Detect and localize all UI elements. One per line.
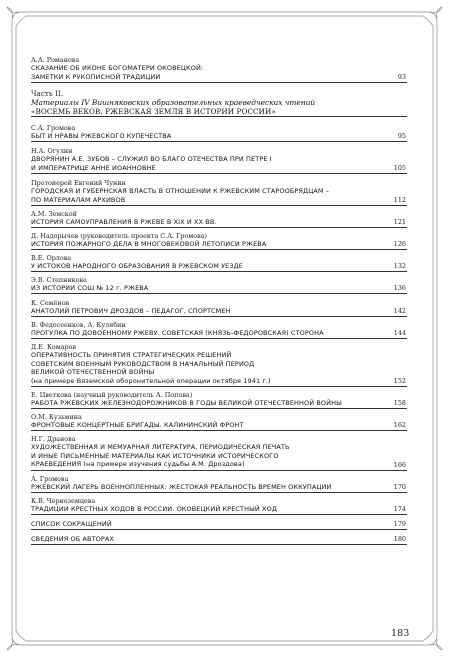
entry-title: СВЕДЕНИЯ ОБ АВТОРАХ: [31, 534, 114, 543]
entry-title: РЖЕВСКИЙ ЛАГЕРЬ ВОЕННОПЛЕННЫХ: ЖЕСТОКАЯ РЕАЛЬНОСТЬ ВРЕМЕН ОККУПАЦИИ: [31, 482, 332, 491]
entry-page: 158: [393, 399, 406, 408]
entry-title: ИСТОРИЯ ПОЖАРНОГО ДЕЛА В МНОГОВЕКОВОЙ ЛЕТОПИСИ РЖЕВА: [31, 239, 267, 248]
entry-author: Н.Г. Дранова: [31, 435, 76, 444]
entry-page: 166: [393, 460, 406, 469]
entry-rule: [31, 173, 407, 174]
toc-entry[interactable]: [31, 210, 407, 228]
toc-entry[interactable]: [31, 147, 407, 174]
toc-entry[interactable]: [31, 232, 407, 250]
toc-entry[interactable]: [31, 391, 407, 409]
toc-entry[interactable]: [31, 276, 407, 294]
entry-author: В.Е. Орлова: [31, 253, 72, 262]
toc-entry[interactable]: [31, 435, 407, 470]
entry-rule: [31, 141, 407, 142]
entry-title: АНАТОЛИЙ ПЕТРОВИЧ ДРОЗДОВ – ПЕДАГОГ, СПОРТСМЕН: [31, 307, 231, 316]
toc-entries: [31, 124, 407, 545]
entry-rule: [31, 205, 407, 206]
table-of-contents: [31, 56, 407, 545]
entry-title: ОПЕРАТИВНОСТЬ ПРИНЯТИЯ СТРАТЕГИЧЕСКИХ РЕШЕНИЙ СОВЕТСКИМ ВОЕННЫМ РУКОВОДСТВОМ В НАЧАЛЬНЫЙ ПЕРИОД ВЕЛИКОЙ ОТЕЧЕСТВЕННОЙ ВОЙНЫ (на примере Вяземской оборонительной операции октября 1941 г.): [31, 351, 271, 385]
entry-author: В. Федосеенков, А. Кулябин: [31, 321, 126, 330]
part-label: Часть II.: [31, 88, 64, 98]
toc-entry[interactable]: [31, 179, 407, 206]
toc-entry[interactable]: [31, 343, 407, 387]
entry-rule: [31, 338, 407, 339]
entry-author: Е. Цветкова (научный руководитель А. Попова): [31, 391, 193, 400]
toc-entry[interactable]: [31, 254, 407, 272]
entry-author: К. Семёнов: [31, 299, 70, 308]
entry-author: А.М. Земской: [31, 209, 77, 218]
entry-rule: [31, 316, 407, 317]
entry-title: ИСТОРИЯ САМОУПРАВЛЕНИЯ В РЖЕВЕ В XIX И XX ВВ.: [31, 217, 217, 226]
entry-page: 180: [393, 534, 406, 543]
entry-title: РАБОТА РЖЕВСКИХ ЖЕЛЕЗНОДОРОЖНИКОВ В ГОДЫ ВЕЛИКОЙ ОТЕЧЕСТВЕННОЙ ВОЙНЫ: [31, 399, 342, 408]
entry-rule: [31, 271, 407, 272]
entry-page: 152: [393, 377, 406, 386]
entry-title: СПИСОК СОКРАЩЕНИЙ: [31, 519, 112, 528]
entry-title: ХУДОЖЕСТВЕННАЯ И МЕМУАРНАЯ ЛИТЕРАТУРА, ПЕРИОДИЧЕСКАЯ ПЕЧАТЬ И ИНЫЕ ПИСЬМЕННЫЕ МАТЕРИАЛЫ КАК ИСТОЧНИКИ ИСТОРИЧЕСКОГО КРАЕВЕДЕНИЯ (на примере изучения судьбы А.М. Дроздова): [31, 443, 290, 469]
entry-title: У ИСТОКОВ НАРОДНОГО ОБРАЗОВАНИЯ В РЖЕВСКОМ УЕЗДЕ: [31, 261, 244, 270]
entry-title: БЫТ И НРАВЫ РЖЕВСКОГО КУПЕЧЕСТВА: [31, 132, 172, 141]
entry-page: 142: [393, 307, 406, 316]
toc-entry[interactable]: [31, 520, 407, 530]
entry-author: Н.А. Огулин: [31, 147, 73, 156]
toc-entry[interactable]: [31, 535, 407, 545]
entry-title: ДВОРЯНИН А.Е. ЗУБОВ – СЛУЖИЛ ВО БЛАГО ОТЕЧЕСТВА ПРИ ПЕТРЕ I И ИМПЕРАТРИЦЕ АННЕ ИОАННОВНЕ: [31, 155, 272, 172]
entry-rule: [31, 430, 407, 431]
entry-page: 179: [393, 519, 406, 528]
entry-page: 132: [393, 261, 406, 270]
entry-page: 174: [393, 504, 406, 513]
toc-entry[interactable]: [31, 475, 407, 493]
entry-page: 121: [393, 217, 406, 226]
entry-author: Э.В. Степникова: [31, 275, 87, 284]
entry-rule: [31, 408, 407, 409]
entry-rule: [31, 492, 407, 493]
entry-author: А. Громова: [31, 474, 69, 483]
page-number: 183: [391, 628, 410, 639]
entry-page: 126: [393, 239, 406, 248]
entry-page: 95: [397, 132, 406, 141]
entry-rule: [31, 470, 407, 471]
toc-entry[interactable]: [31, 497, 407, 515]
entry-title: ФРОНТОВЫЕ КОНЦЕРТНЫЕ БРИГАДЫ. КАЛИНИНСКИЙ ФРОНТ: [31, 421, 244, 430]
entry-rule: [31, 529, 407, 530]
entry-author: О.М. Кузьмина: [31, 413, 82, 422]
entry-rule: [31, 544, 407, 545]
entry-rule: [31, 82, 407, 83]
entry-title: СКАЗАНИЕ ОБ ИКОНЕ БОГОМАТЕРИ ОКОВЕЦКОЙ: ЗАМЕТКИ К РУКОПИСНОЙ ТРАДИЦИИ: [31, 64, 204, 81]
entry-author: Протоиерей Евгений Чунин: [31, 178, 126, 187]
entry-page: 136: [393, 284, 406, 293]
part-title: «ВОСЕМЬ ВЕКОВ. РЖЕВСКАЯ ЗЕМЛЯ В ИСТОРИИ РОССИИ»: [31, 106, 276, 116]
toc-entry[interactable]: [31, 321, 407, 339]
entry-page: 93: [397, 72, 406, 81]
toc-entry[interactable]: [31, 299, 407, 317]
entry-rule: [31, 514, 407, 515]
entry-author: Д. Надорычев (руководитель проекта С.А. Громова): [31, 231, 208, 240]
entry-page: 170: [393, 482, 406, 491]
entry-rule: [31, 293, 407, 294]
toc-entry[interactable]: [31, 56, 407, 83]
entry-page: 105: [393, 163, 406, 172]
toc-entry[interactable]: [31, 124, 407, 142]
entry-title: ПРОГУЛКА ПО ДОВОЕННОМУ РЖЕВУ. СОВЕТСКАЯ (КНЯЗЬ-ФЕДОРОВСКАЯ) СТОРОНА: [31, 329, 324, 338]
entry-author: С.А. Громова: [31, 124, 76, 133]
entry-author: Д.Е. Комаров: [31, 343, 77, 352]
part-heading: [31, 89, 407, 118]
part-subtitle: Материалы IV Вишняковских образовательных краеведческих чтений: [31, 97, 316, 107]
entry-page: 162: [393, 421, 406, 430]
entry-rule: [31, 386, 407, 387]
part-rule: [31, 116, 407, 117]
entry-author: А.А. Романова: [31, 56, 80, 64]
toc-entry[interactable]: [31, 413, 407, 431]
entry-rule: [31, 227, 407, 228]
entry-page: 112: [393, 195, 406, 204]
entry-title: ГОРОДСКАЯ И ГУБЕРНСКАЯ ВЛАСТЬ В ОТНОШЕНИИ К РЖЕВСКИМ СТАРООБРЯДЦАМ – ПО МАТЕРИАЛАМ АРХИВОВ: [31, 186, 330, 204]
entry-page: 144: [393, 329, 406, 338]
entry-title: ТРАДИЦИИ КРЕСТНЫХ ХОДОВ В РОССИИ. ОКОВЕЦКИЙ КРЕСТНЫЙ ХОД: [31, 504, 278, 513]
entry-author: К.В. Черноземцева: [31, 496, 96, 505]
entry-rule: [31, 249, 407, 250]
entry-title: ИЗ ИСТОРИИ СОШ № 12 г. РЖЕВА: [31, 283, 149, 292]
